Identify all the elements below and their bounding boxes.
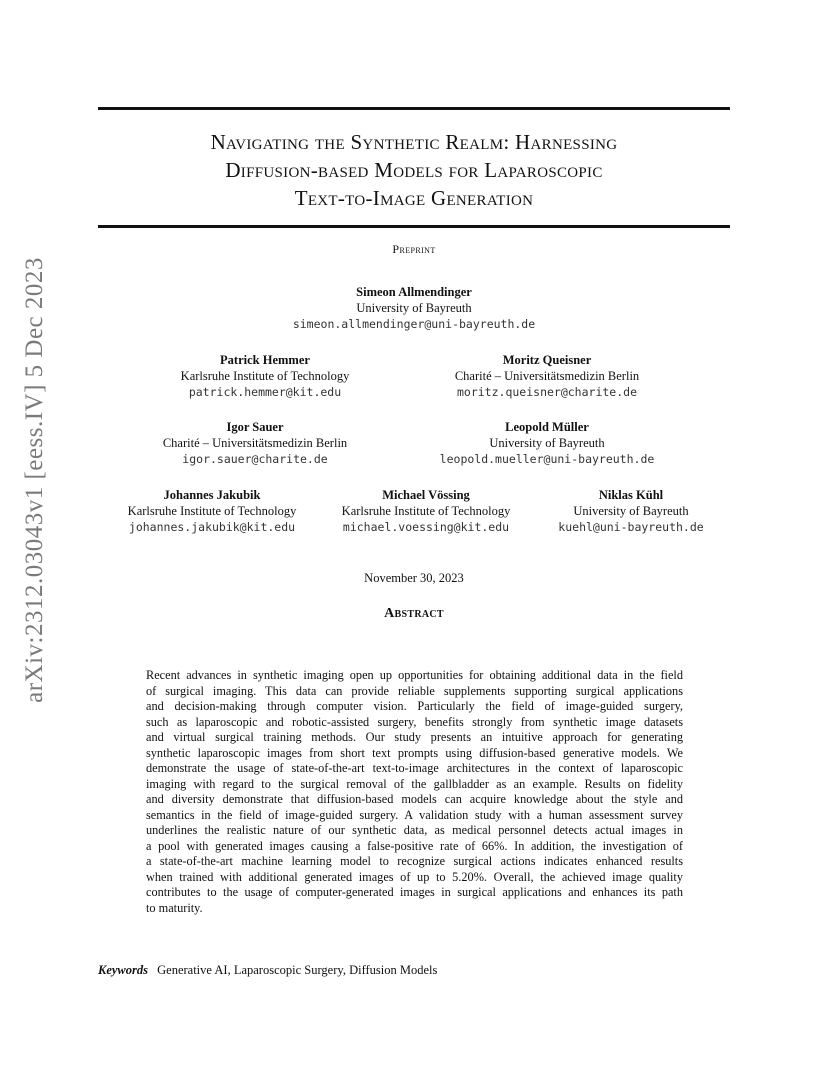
author-block-sauer — [130, 419, 380, 467]
author-block-mueller — [407, 419, 687, 467]
abstract-line: and decision-making through computer vision. Particularly the field of image-guided surgery, — [146, 699, 683, 713]
author-email[interactable]: simeon.allmendinger@uni-bayreuth.de — [292, 317, 536, 331]
abstract-line: synthetic laparoscopic images from short text prompts using diffusion-based generative models. We — [146, 745, 683, 760]
author-block-allmendinger — [214, 284, 614, 332]
author-name: Johannes Jakubik — [163, 488, 261, 502]
abstract-line: and diversity demonstrate that diffusion-based models can acquire knowledge about the style and — [146, 792, 683, 806]
abstract-line: imaging with regard to the surgical removal of the gallbladder as an example. Results on fidelity — [146, 776, 683, 791]
title-line-3: Text-to-Image Generation — [294, 186, 534, 210]
author-name: Igor Sauer — [226, 420, 284, 434]
author-block-voessing — [320, 487, 532, 535]
keywords-text: Generative AI, Laparoscopic Surgery, Diffusion Models — [157, 963, 438, 977]
abstract-line: a state-of-the-art machine learning model to recognize surgical actions indicates enhanced results — [146, 854, 683, 868]
abstract-line: when trained with additional generated images of up to 5.20%. Overall, the achieved image quality — [146, 869, 683, 884]
abstract-body — [146, 668, 683, 916]
author-email[interactable]: patrick.hemmer@kit.edu — [188, 385, 342, 399]
author-email[interactable]: michael.voessing@kit.edu — [342, 520, 510, 534]
author-email[interactable]: johannes.jakubik@kit.edu — [128, 520, 296, 534]
author-affiliation: University of Bayreuth — [573, 504, 689, 518]
abstract-line: to maturity. — [146, 900, 203, 915]
keywords-section — [98, 963, 437, 978]
author-affiliation: University of Bayreuth — [356, 301, 472, 315]
paper-title — [98, 128, 730, 212]
author-block-queisner — [407, 352, 687, 400]
author-name: Simeon Allmendinger — [356, 285, 472, 299]
keywords-label: Keywords — [98, 963, 148, 977]
author-affiliation: Charité – Universitätsmedizin Berlin — [454, 369, 640, 383]
author-affiliation: Karlsruhe Institute of Technology — [341, 504, 511, 518]
author-name: Niklas Kühl — [598, 488, 664, 502]
title-top-rule — [98, 107, 730, 110]
abstract-heading: Abstract — [384, 606, 444, 621]
arxiv-identifier-stamp: arXiv:2312.03043v1 [eess.IV] 5 Dec 2023 — [21, 257, 48, 703]
author-affiliation: Charité – Universitätsmedizin Berlin — [162, 436, 348, 450]
author-block-jakubik — [108, 487, 316, 535]
preprint-label: Preprint — [392, 242, 436, 256]
author-affiliation: Karlsruhe Institute of Technology — [180, 369, 350, 383]
author-name: Moritz Queisner — [502, 353, 592, 367]
author-email[interactable]: leopold.mueller@uni-bayreuth.de — [439, 452, 655, 466]
abstract-line: and virtual surgical training methods. Our study presents an intuitive approach for generating — [146, 730, 683, 744]
author-email[interactable]: igor.sauer@charite.de — [182, 452, 328, 466]
author-block-kuehl — [538, 487, 724, 535]
title-bottom-rule — [98, 225, 730, 228]
author-name: Michael Vössing — [382, 488, 470, 502]
publication-date: November 30, 2023 — [364, 571, 464, 585]
author-email[interactable]: moritz.queisner@charite.de — [456, 385, 637, 399]
abstract-line: such as laparoscopic and robotic-assisted surgery, benefits strongly from synthetic image datasets — [146, 714, 683, 729]
abstract-line: a pool with generated images causing a false-positive rate of 66%. In addition, the investigation of — [146, 838, 683, 853]
author-email[interactable]: kuehl@uni-bayreuth.de — [558, 520, 704, 534]
abstract-line: semantics in the field of image-guided surgery. A validation study with a human assessment survey — [146, 807, 683, 822]
author-name: Patrick Hemmer — [220, 353, 310, 367]
abstract-line: demonstrate the usage of state-of-the-art text-to-image architectures in the context of laparoscopic — [146, 761, 683, 775]
author-affiliation: University of Bayreuth — [489, 436, 605, 450]
abstract-line: Recent advances in synthetic imaging open up opportunities for obtaining additional data in the field — [146, 668, 683, 682]
title-line-2: Diffusion-based Models for Laparoscopic — [225, 158, 603, 182]
abstract-line: of surgical imaging. This data can provide reliable supplements supporting surgical applications — [146, 683, 683, 698]
abstract-line: contributes to the usage of computer-generated images in surgical applications and enhances its path — [146, 885, 683, 899]
author-block-hemmer — [140, 352, 390, 400]
author-affiliation: Karlsruhe Institute of Technology — [127, 504, 297, 518]
author-name: Leopold Müller — [505, 420, 589, 434]
abstract-line: underlines the realistic nature of our synthetic data, as medical personnel detects actual images in — [146, 823, 683, 837]
title-line-1: Navigating the Synthetic Realm: Harnessing — [210, 130, 618, 154]
